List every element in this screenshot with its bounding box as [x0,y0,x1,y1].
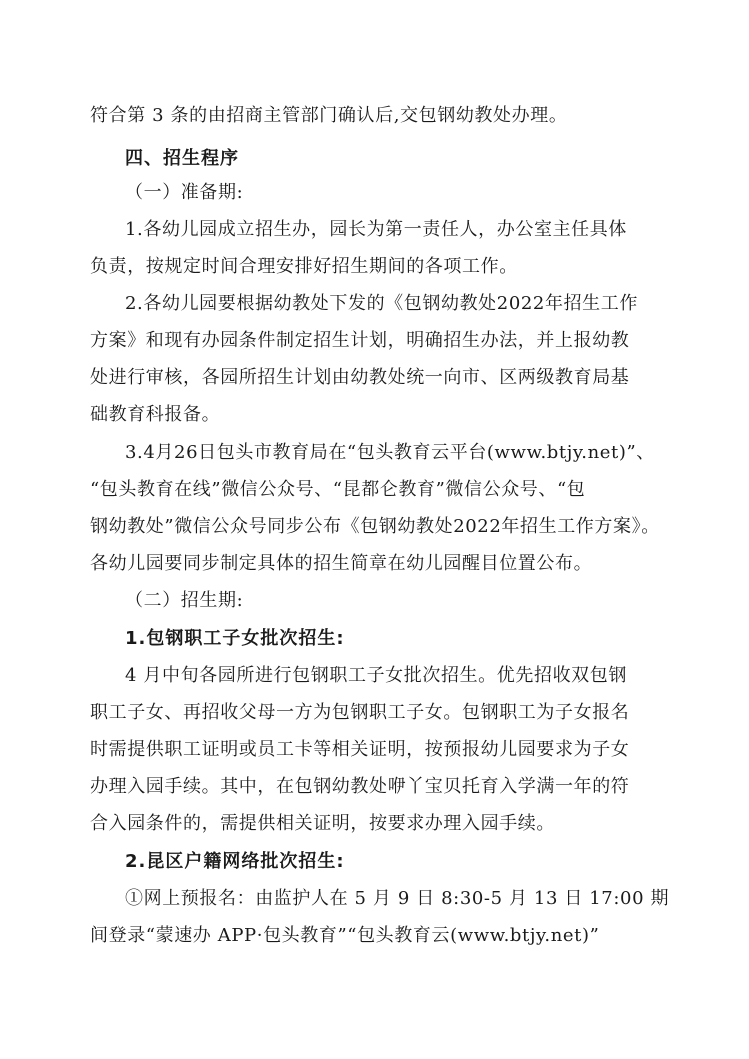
paragraph-line: 4 月中旬各园所进行包钢职工子女批次招生。优先招收双包钢 [125,665,627,686]
paragraph-line: “包头教育在线”微信公众号、“昆都仑教育”微信公众号、“包 [90,479,586,500]
paragraph-line: 3.4月26日包头市教育局在“包头教育云平台(www.btjy.net)”、 [125,442,655,463]
subsection-heading: （二）招生期: [125,590,244,611]
paragraph-line: 间登录“蒙速办 APP·包头教育”“包头教育云(www.btjy.net)” [90,925,600,946]
paragraph-line: 各幼儿园要同步制定具体的招生简章在幼儿园醒目位置公布。 [90,553,593,574]
paragraph-line: 础教育科报备。 [90,404,221,425]
paragraph-line: 职工子女、再招收父母一方为包钢职工子女。包钢职工为子女报名 [90,702,630,723]
paragraph-line: 钢幼教处”微信公众号同步公布《包钢幼教处2022年招生工作方案》。 [90,516,660,537]
paragraph-line: 时需提供职工证明或员工卡等相关证明，按预报幼儿园要求为子女 [90,739,630,760]
paragraph-line: 处进行审核，各园所招生计划由幼教处统一向市、区两级教育局基 [90,367,630,388]
section-heading: 四、招生程序 [125,148,239,169]
paragraph-line: 合入园条件的，需提供相关证明，按要求办理入园手续。 [90,813,555,834]
subsection-heading: （一）准备期: [125,182,244,203]
item-heading: 1.包钢职工子女批次招生: [125,628,345,649]
item-heading: 2.昆区户籍网络批次招生: [125,851,345,872]
paragraph-line: 2.各幼儿园要根据幼教处下发的《包钢幼教处2022年招生工作 [125,293,638,314]
paragraph-line: ①网上预报名：由监护人在 5 月 9 日 8:30-5 月 13 日 17:00 期 [125,888,670,909]
paragraph-line: 办理入园手续。其中，在包钢幼教处咿丫宝贝托育入学满一年的符 [90,776,630,797]
paragraph-line: 负责，按规定时间合理安排好招生期间的各项工作。 [90,256,518,277]
paragraph-line: 1.各幼儿园成立招生办，园长为第一责任人，办公室主任具体 [125,219,627,240]
paragraph-line: 方案》和现有办园条件制定招生计划，明确招生办法，并上报幼教 [90,330,630,351]
paragraph-line: 符合第 3 条的由招商主管部门确认后,交包钢幼教处办理。 [90,105,568,126]
